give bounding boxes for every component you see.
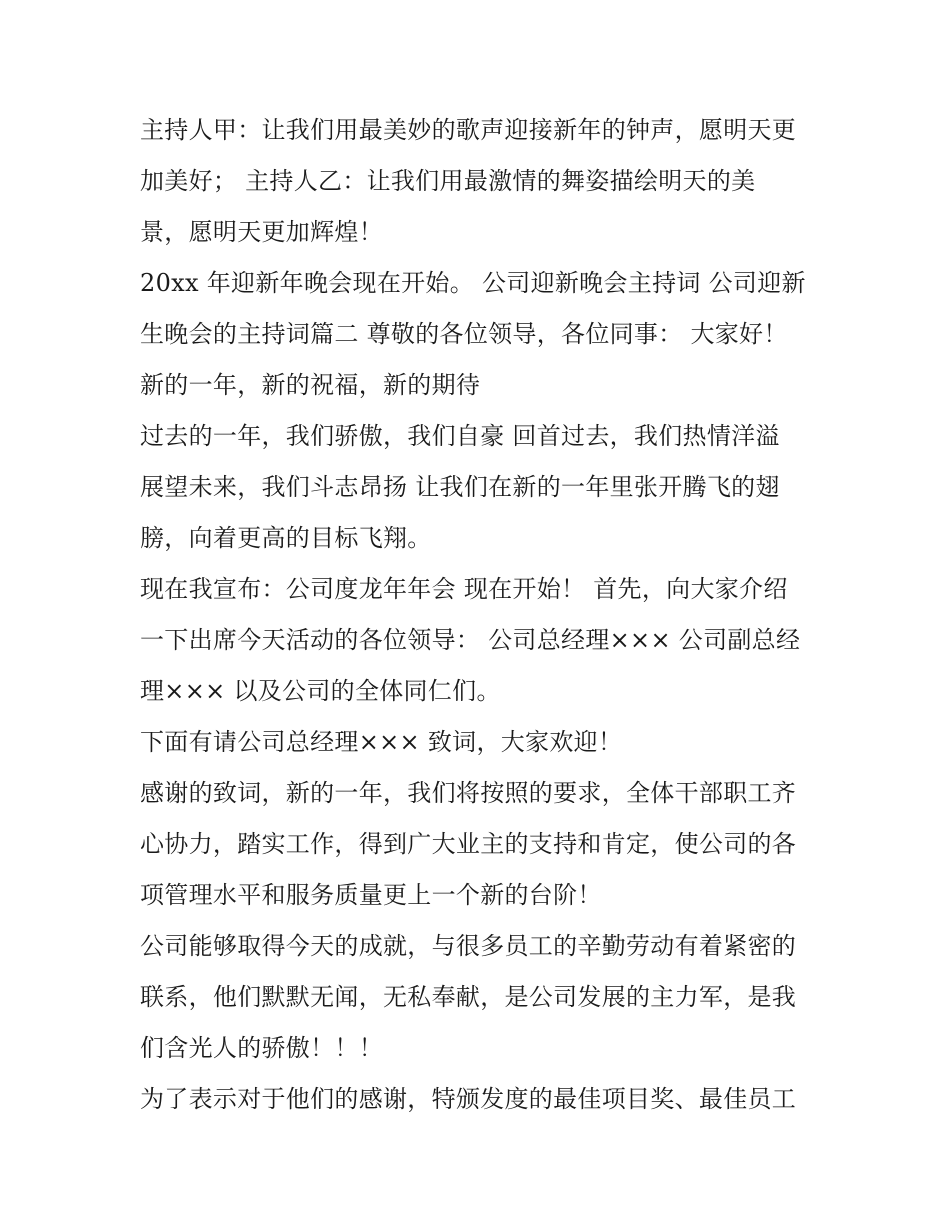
text-line: 过去的一年，我们骄傲，我们自豪 回首过去，我们热情洋溢 [140,422,780,450]
text-line: 项管理水平和服务质量更上一个新的台阶！ [140,881,602,909]
paragraph-manager-speech [140,717,815,768]
text-line: 为了表示对于他们的感谢，特颁发度的最佳项目奖、最佳员工 [140,1085,797,1113]
text-line: 公司能够取得今天的成就，与很多员工的辛勤劳动有着紧密的 [140,932,797,960]
text-line: 新的一年，新的祝福，新的期待 [140,371,481,399]
text-line: 感谢的致词，新的一年，我们将按照的要求，全体干部职工齐 [140,779,797,807]
text-line: 景，愿明天更加辉煌！ [140,218,383,246]
text-line: 们含光人的骄傲！！！ [140,1034,383,1062]
text-line: 理××× 以及公司的全体同仁们。 [140,677,501,705]
text-line: 联系，他们默默无闻，无私奉献，是公司发展的主力军，是我 [140,983,797,1011]
text-line: 心协力，踏实工作，得到广大业主的支持和肯定，使公司的各 [140,830,797,858]
paragraph-host-opening [140,105,815,258]
document-body [140,105,815,1125]
text-line: 展望未来，我们斗志昂扬 让我们在新的一年里张开腾飞的翅 [140,473,780,501]
paragraph-achievements [140,921,815,1074]
text-line: 生晚会的主持词篇二 尊敬的各位领导，各位同事： 大家好！ [140,320,788,348]
text-line: 主持人甲：让我们用最美妙的歌声迎接新年的钟声，愿明天更 [140,116,797,144]
text-line: 加美好； 主持人乙：让我们用最激情的舞姿描绘明天的美 [140,167,756,195]
paragraph-thanks [140,768,815,921]
text-line: 膀，向着更高的目标飞翔。 [140,524,432,552]
text-line: 20xx 年迎新年晚会现在开始。 公司迎新晚会主持词 公司迎新 [140,269,806,297]
paragraph-past-year [140,411,815,564]
paragraph-announcement [140,564,815,717]
text-line: 一下出席今天活动的各位领导： 公司总经理××× 公司副总经 [140,626,801,654]
text-line: 现在我宣布：公司度龙年年会 现在开始！ 首先，向大家介绍 [140,575,788,603]
paragraph-awards [140,1074,815,1125]
paragraph-gala-start [140,258,815,411]
text-line: 下面有请公司总经理××× 致词，大家欢迎！ [140,728,623,756]
